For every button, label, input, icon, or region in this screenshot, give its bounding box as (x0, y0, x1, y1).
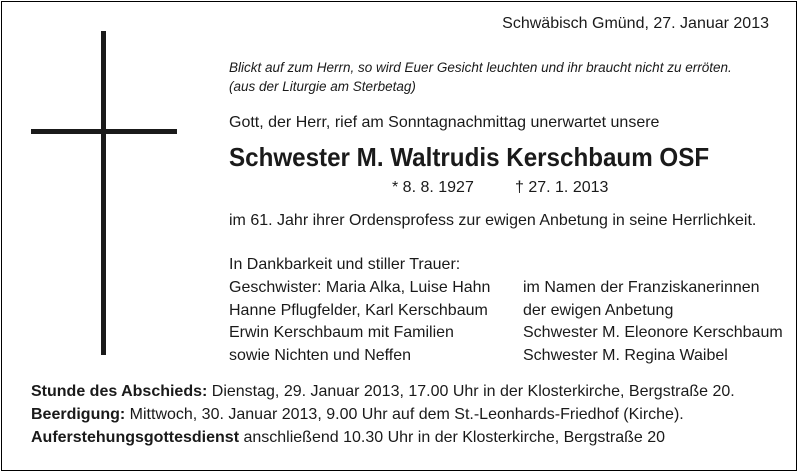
deceased-name: Schwester M. Waltrudis Kerschbaum OSF (229, 142, 710, 172)
mourners-left-line: Erwin Kerschbaum mit Familien (229, 324, 454, 341)
event-burial (31, 406, 684, 424)
death-date: † 27. 1. 2013 (515, 179, 609, 196)
event-details: anschließend 10.30 Uhr in der Klosterkirche, Bergstraße 20 (239, 429, 666, 446)
event-details: Dienstag, 29. Januar 2013, 17.00 Uhr in der Klosterkirche, Bergstraße 20. (207, 383, 735, 400)
place-date: Schwäbisch Gmünd, 27. Januar 2013 (502, 15, 769, 32)
event-details: Mittwoch, 30. Januar 2013, 9.00 Uhr auf dem St.-Leonhards-Friedhof (Kirche). (125, 406, 684, 423)
mourners-left-line: Hanne Pflugfelder, Karl Kerschbaum (229, 302, 488, 319)
mourners-left-line: In Dankbarkeit und stiller Trauer: (229, 256, 461, 273)
mourners-right-line: im Namen der Franziskanerinnen (523, 279, 760, 296)
quote-text: Blickt auf zum Herrn, so wird Euer Gesicht leuchten und ihr braucht nicht zu erröten. (229, 60, 732, 75)
birth-date: * 8. 8. 1927 (392, 179, 474, 196)
mourners-right-line: Schwester M. Regina Waibel (523, 347, 728, 364)
intro-text: Gott, der Herr, rief am Sonntagnachmittag unerwartet unsere (229, 114, 660, 131)
event-farewell (31, 383, 735, 401)
mourners-left-line: sowie Nichten und Neffen (229, 347, 412, 364)
event-label: Beerdigung: (31, 406, 126, 423)
mourners-right-line: Schwester M. Eleonore Kerschbaum (523, 324, 783, 341)
mourners-right-line: der ewigen Anbetung (523, 302, 674, 319)
event-label: Stunde des Abschieds: (31, 383, 208, 400)
event-label: Auferstehungsgottesdienst (31, 429, 240, 446)
event-service (31, 429, 665, 447)
mourners-left-line: Geschwister: Maria Alka, Luise Hahn (229, 279, 491, 296)
quote-source: (aus der Liturgie am Sterbetag) (229, 79, 416, 94)
cross-vertical-beam (101, 31, 106, 355)
profess-text: im 61. Jahr ihrer Ordensprofess zur ewigen Anbetung in seine Herrlichkeit. (229, 212, 757, 229)
cross-horizontal-beam (31, 129, 177, 134)
